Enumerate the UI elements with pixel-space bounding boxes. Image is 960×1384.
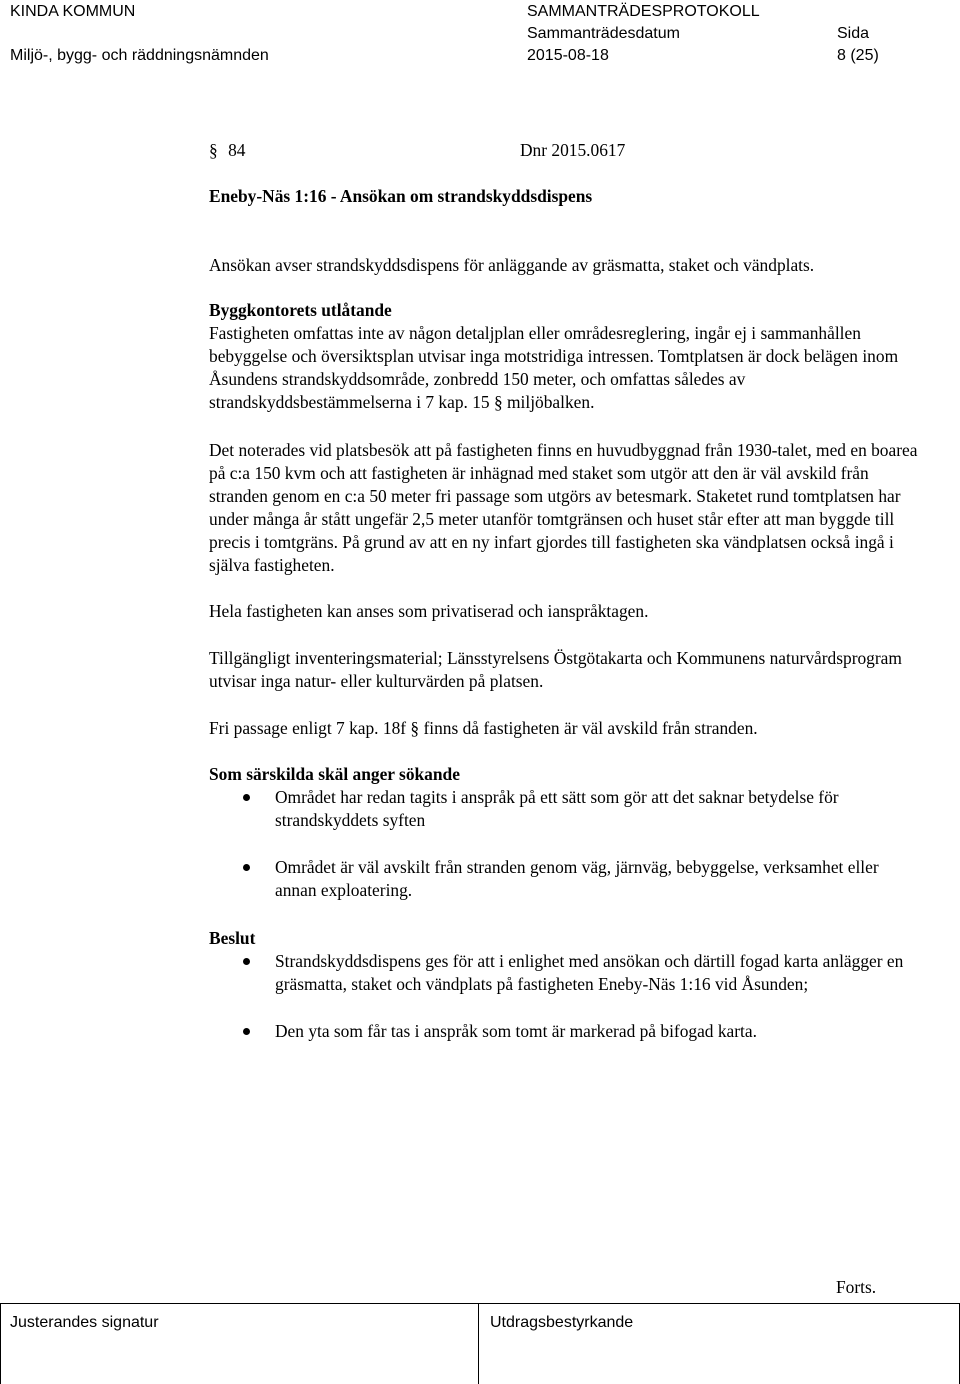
decision-text: Strandskyddsdispens ges för att i enlighet med ansökan och därtill fogad karta anlägger en gräsmatta, staket och vändplats på fastigheten Eneby-Näs 1:16 vid Åsunden; <box>275 951 904 994</box>
org-name: KINDA KOMMUN <box>10 3 136 20</box>
footer-divider-middle <box>478 1303 479 1384</box>
date-label: Sammanträdesdatum <box>527 25 680 42</box>
case-number-line <box>209 139 919 162</box>
list-item <box>209 1020 919 1043</box>
intro-paragraph: Ansökan avser strandskyddsdispens för anläggande av gräsmatta, staket och vändplats. <box>209 255 815 275</box>
opinion-paragraph: Fastigheten omfattas inte av någon detaljplan eller områdesreglering, ingår ej i sammanhållen bebyggelse och översiktsplan utvisar inga motstridiga intressen. Tomtplatsen är dock belägen inom Åsundens strandskyddsområde, zonbredd 150 meter, och omfattas således av strandskyddsbestämmelserna i 7 kap. 15 § miljöbalken. <box>209 323 899 412</box>
site-visit-paragraph: Det noterades vid platsbesök att på fastigheten finns en huvudbyggnad från 1930-talet, med en boarea på c:a 150 kvm och att fastigheten är inhägnad med staket som utgör att den är väl avskild från stranden genom en c:a 50 meter fri passage som utgörs av betesmark. Staketet rund tomtplatsen har under många år stått ungefär 2,5 meter utanför tomtgränsen och huset står efter att man byggde till precis i tomtgräns. På grund av att en ny infart gjordes till fastigheten ska vändplatsen också ingå i själva fastigheten. <box>209 440 918 575</box>
reason-text: Området har redan tagits i anspråk på ett sätt som gör att det saknar betydelse för strandskyddets syften <box>275 787 839 830</box>
opinion-heading: Byggkontorets utlåtande <box>209 300 392 320</box>
list-item <box>209 856 919 902</box>
reasons-list <box>209 786 919 902</box>
inventory-paragraph: Tillgängligt inventeringsmaterial; Länsstyrelsens Östgötakarta och Kommunens naturvårdsprogram utvisar inga natur- eller kulturvärden på platsen. <box>209 648 902 691</box>
bullet-icon <box>243 864 250 871</box>
free-passage-paragraph: Fri passage enligt 7 kap. 18f § finns då fastigheten är väl avskild från stranden. <box>209 718 758 738</box>
board-name: Miljö-, bygg- och räddningsnämnden <box>10 47 269 64</box>
bullet-icon <box>243 1028 250 1035</box>
bullet-icon <box>243 958 250 965</box>
list-item <box>209 786 919 832</box>
reason-text: Området är väl avskilt från stranden genom väg, järnväg, bebyggelse, verksamhet eller annan exploatering. <box>275 857 879 900</box>
page-label: Sida <box>837 25 870 42</box>
document-type: SAMMANTRÄDESPROTOKOLL <box>527 3 760 20</box>
signature-label: Justerandes signatur <box>10 1314 159 1331</box>
decision-text: Den yta som får tas i anspråk som tomt är markerad på bifogad karta. <box>275 1021 757 1041</box>
list-item <box>209 950 919 996</box>
page-number: 8 (25) <box>837 47 879 64</box>
privatised-paragraph: Hela fastigheten kan anses som privatiserad och ianspråktagen. <box>209 601 649 621</box>
reasons-heading: Som särskilda skäl anger sökande <box>209 764 460 784</box>
extract-label: Utdragsbestyrkande <box>490 1314 634 1331</box>
case-number: 84 <box>228 140 246 160</box>
decision-heading: Beslut <box>209 928 256 948</box>
continued-note: Forts. <box>836 1277 877 1297</box>
footer-top-rule <box>0 1303 960 1304</box>
footer-divider-left <box>0 1303 1 1384</box>
decision-list <box>209 950 919 1043</box>
section-symbol: § <box>209 140 218 160</box>
case-dnr: Dnr 2015.0617 <box>520 140 626 160</box>
meeting-date: 2015-08-18 <box>527 47 609 64</box>
case-title: Eneby-Näs 1:16 - Ansökan om strandskyddsdispens <box>209 186 593 206</box>
bullet-icon <box>243 794 250 801</box>
